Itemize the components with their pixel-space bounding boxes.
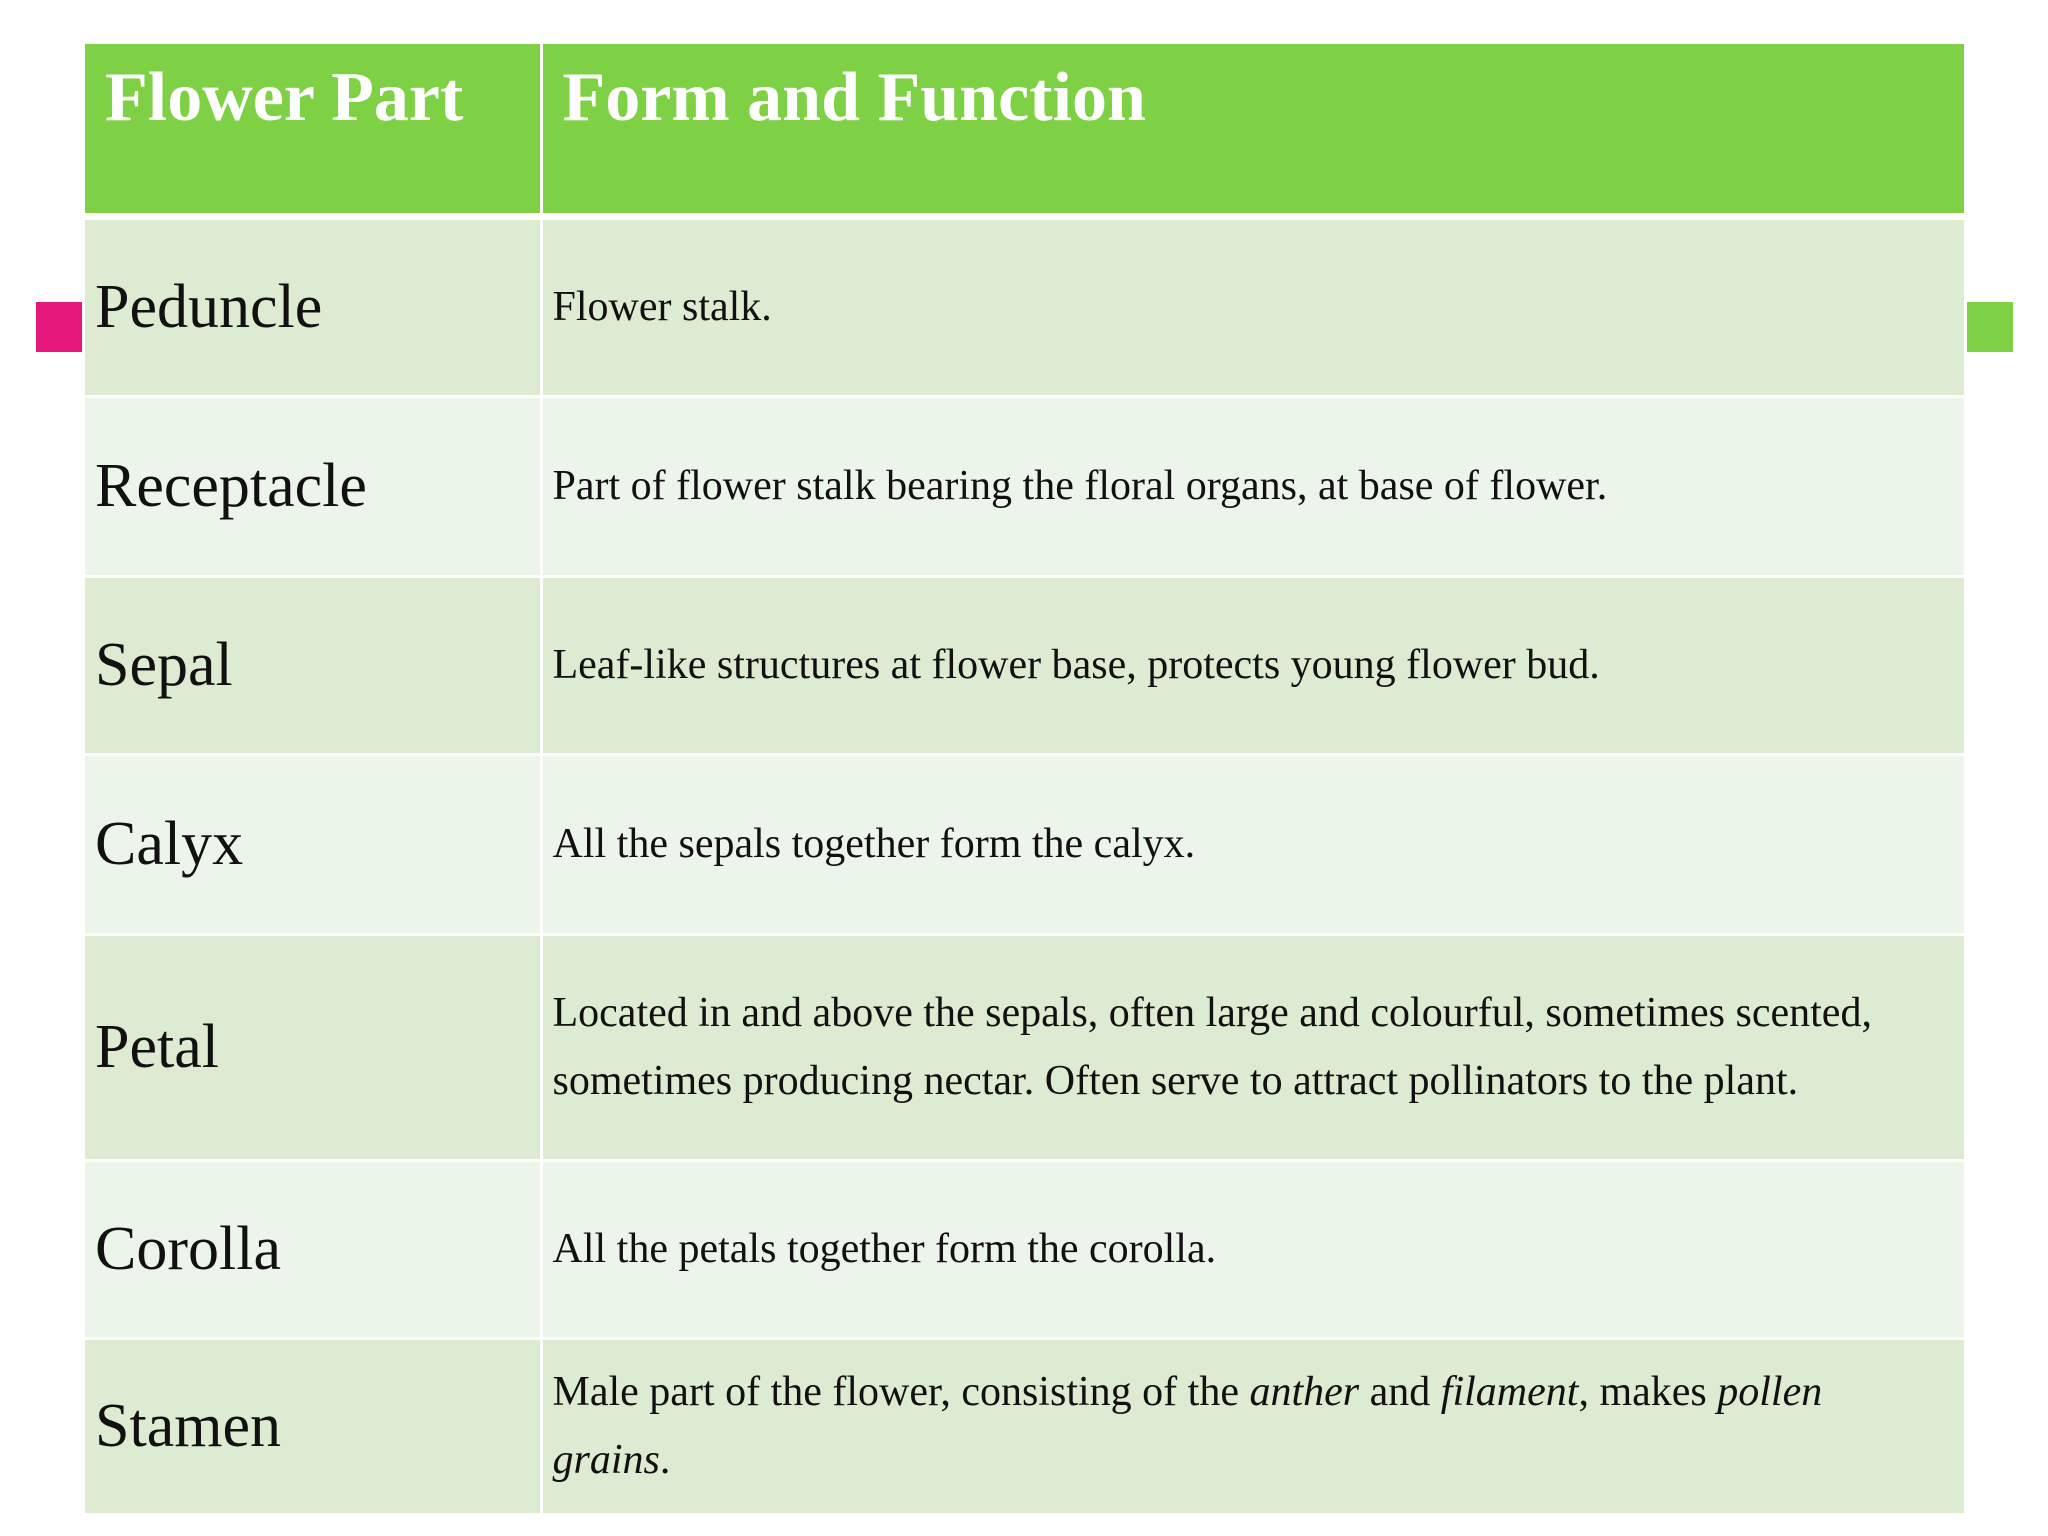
function-cell: Part of flower stalk bearing the floral organs, at base of flower. [541,396,1964,576]
table-row [85,576,1964,754]
flower-parts-table [85,44,1964,1516]
function-cell: All the petals together form the corolla. [541,1160,1964,1338]
flower-parts-table-container [85,44,1964,1516]
table-row [85,754,1964,934]
flower-part-cell: Calyx [85,754,541,934]
italic-term: pollen grains [552,1369,1823,1483]
table-header-row [85,44,1964,216]
right-bullet-marker [1967,302,2013,352]
flower-part-cell: Stamen [85,1338,541,1514]
flower-part-cell: Corolla [85,1160,541,1338]
table-row [85,216,1964,396]
table-row [85,1160,1964,1338]
function-cell: Flower stalk. [541,216,1964,396]
table-row [85,396,1964,576]
left-bullet-marker [36,302,82,352]
header-form-and-function: Form and Function [541,44,1964,216]
flower-part-cell: Sepal [85,576,541,754]
flower-part-cell: Receptacle [85,396,541,576]
italic-term: anther [1249,1369,1360,1415]
header-flower-part: Flower Part [85,44,541,216]
function-cell: All the sepals together form the calyx. [541,754,1964,934]
italic-term: filament [1440,1369,1579,1415]
function-cell: Male part of the flower, consisting of the anther and filament, makes pollen grains. [541,1338,1964,1514]
table-row [85,934,1964,1160]
flower-part-cell: Peduncle [85,216,541,396]
table-row [85,1338,1964,1514]
function-cell: Leaf-like structures at flower base, protects young flower bud. [541,576,1964,754]
function-cell: Located in and above the sepals, often large and colourful, sometimes scented, sometimes producing nectar. Often serve to attract pollinators to the plant. [541,934,1964,1160]
flower-part-cell: Petal [85,934,541,1160]
